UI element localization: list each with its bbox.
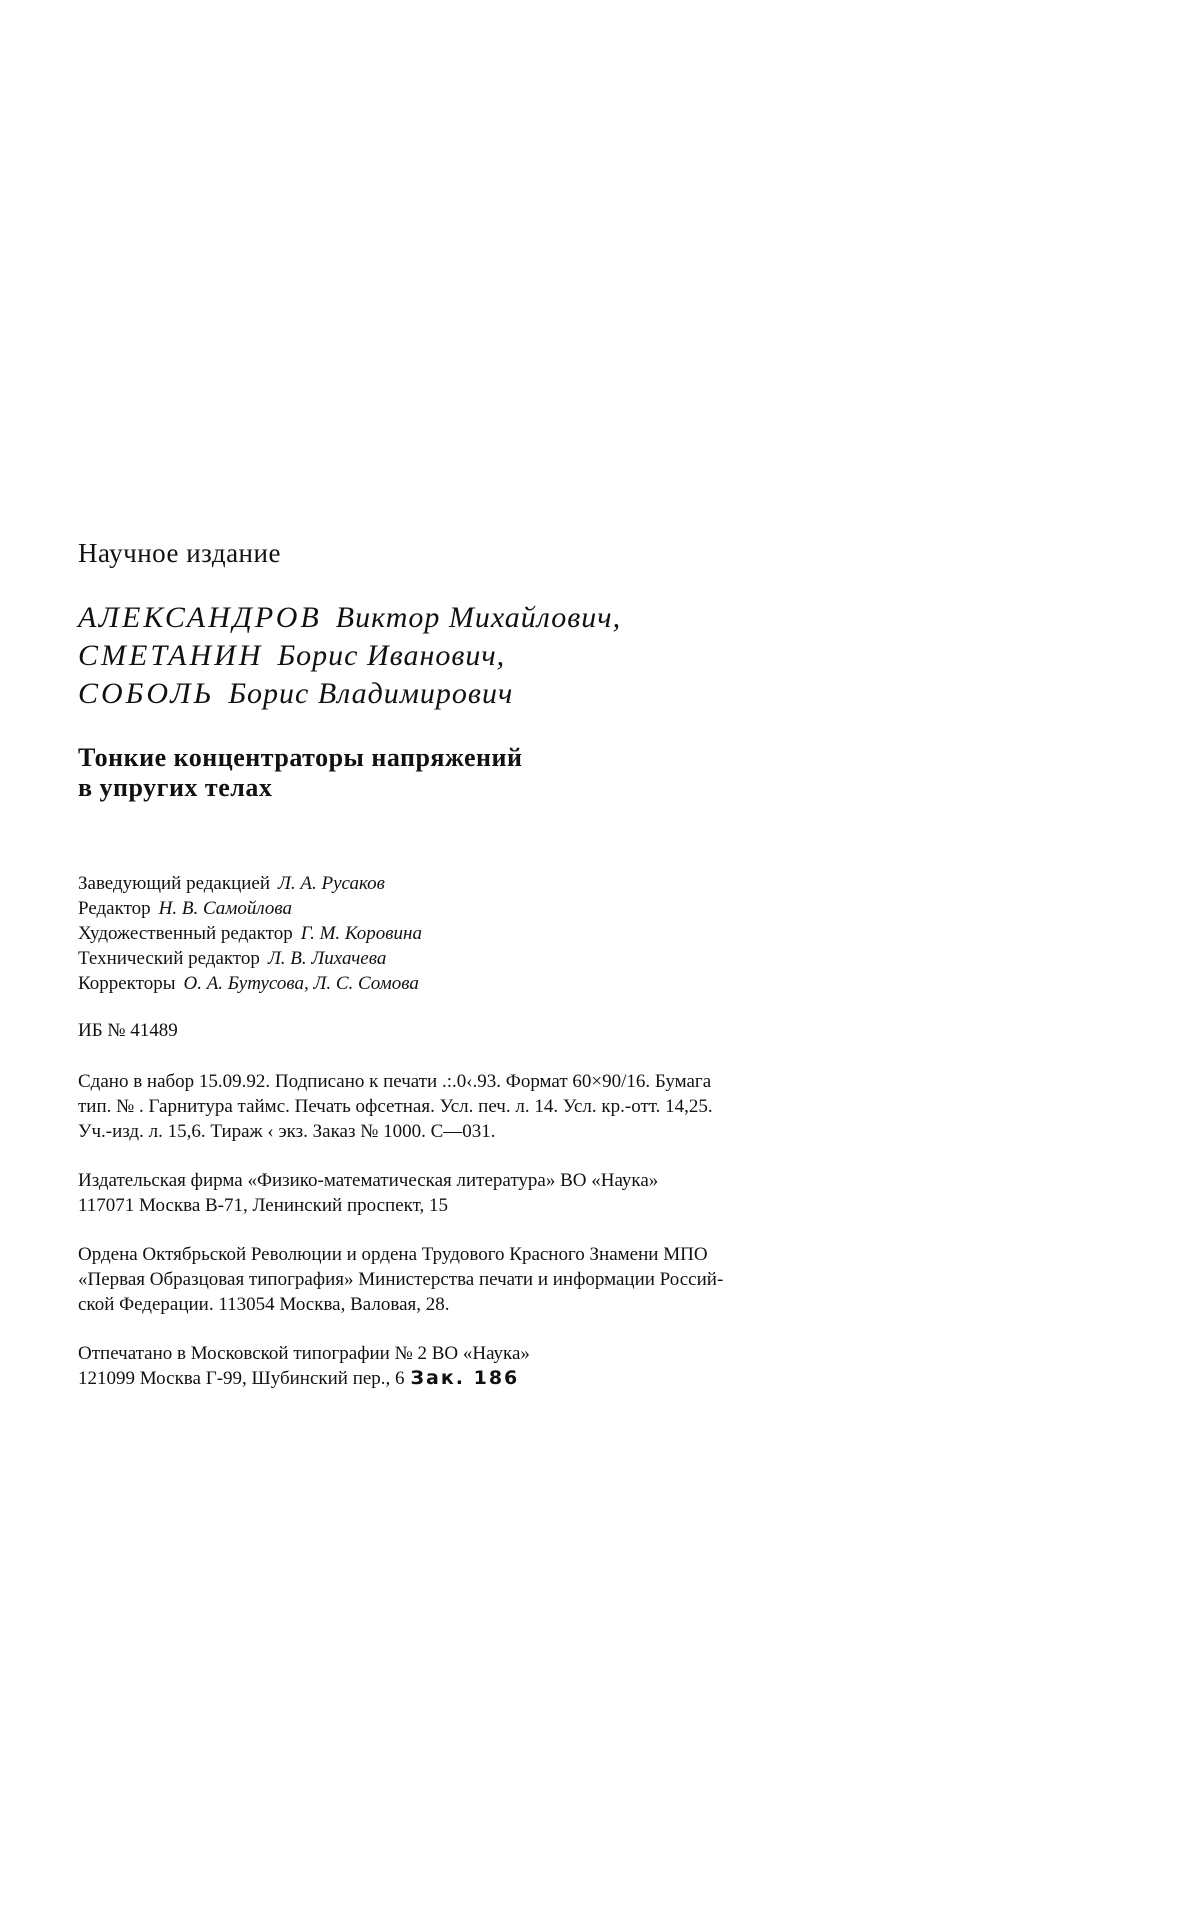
staff-role: Корректоры xyxy=(78,973,176,994)
author-surname: АЛЕКСАНДРОВ xyxy=(78,601,322,634)
printer-line: Ордена Октябрьской Революции и ордена Трудового Красного Знамени МПО xyxy=(78,1244,708,1265)
staff-role: Редактор xyxy=(78,898,151,919)
staff-name: О. А. Бутусова, Л. С. Сомова xyxy=(183,973,419,994)
book-title xyxy=(78,743,878,803)
author-given-names: Борис Владимирович xyxy=(228,677,514,710)
staff-name: Н. В. Самойлова xyxy=(158,898,293,919)
editorial-staff xyxy=(78,871,878,996)
author-given-names: Виктор Михайлович, xyxy=(335,601,622,634)
printer-info xyxy=(78,1242,878,1317)
staff-role: Заведующий редакцией xyxy=(78,873,271,894)
author-surname: СМЕТАНИН xyxy=(78,639,264,672)
staff-row xyxy=(78,971,878,996)
staff-name: Г. М. Коровина xyxy=(300,923,422,944)
publisher-info xyxy=(78,1168,878,1218)
printed-at-line xyxy=(78,1366,878,1391)
author-given-names: Борис Иванович, xyxy=(277,639,506,672)
printed-at-line: Отпечатано в Московской типографии № 2 ВО «Наука» xyxy=(78,1343,530,1364)
author-1 xyxy=(78,599,878,637)
staff-row xyxy=(78,871,878,896)
printer-line: ской Федерации. 113054 Москва, Валовая, 28. xyxy=(78,1294,450,1315)
author-surname: СОБОЛЬ xyxy=(78,677,215,710)
print-specs xyxy=(78,1069,878,1144)
authors-list xyxy=(78,599,878,713)
staff-name: Л. А. Русаков xyxy=(278,873,385,894)
book-title-line: в упругих телах xyxy=(78,773,273,802)
imprint-page xyxy=(78,535,878,1415)
staff-row xyxy=(78,946,878,971)
print-specs-line: Уч.-изд. л. 15,6. Тираж ‹ экз. Заказ № 1000. С—031. xyxy=(78,1121,496,1142)
printer-line: «Первая Образцовая типография» Министерства печати и информации Россий- xyxy=(78,1269,724,1290)
print-specs-line: Сдано в набор 15.09.92. Подписано к печати .:.0‹.93. Формат 60×90/16. Бумага xyxy=(78,1071,712,1092)
edition-type: Научное издание xyxy=(78,538,281,568)
printed-at-address: 121099 Москва Г-99, Шубинский пер., 6 xyxy=(78,1368,405,1389)
printed-at-info xyxy=(78,1341,878,1391)
ib-number: ИБ № 41489 xyxy=(78,1020,178,1041)
staff-row xyxy=(78,921,878,946)
order-stamp: Зак. 186 xyxy=(410,1367,520,1389)
staff-role: Технический редактор xyxy=(78,948,260,969)
publisher-line: 117071 Москва В-71, Ленинский проспект, 15 xyxy=(78,1195,448,1216)
staff-row xyxy=(78,896,878,921)
staff-role: Художественный редактор xyxy=(78,923,293,944)
author-2 xyxy=(78,637,878,675)
print-specs-line: тип. № . Гарнитура таймс. Печать офсетная. Усл. печ. л. 14. Усл. кр.-отт. 14,25. xyxy=(78,1096,713,1117)
book-title-line: Тонкие концентраторы напряжений xyxy=(78,743,523,772)
publisher-line: Издательская фирма «Физико-математическая литература» ВО «Наука» xyxy=(78,1170,659,1191)
author-3 xyxy=(78,675,878,713)
staff-name: Л. В. Лихачева xyxy=(267,948,387,969)
